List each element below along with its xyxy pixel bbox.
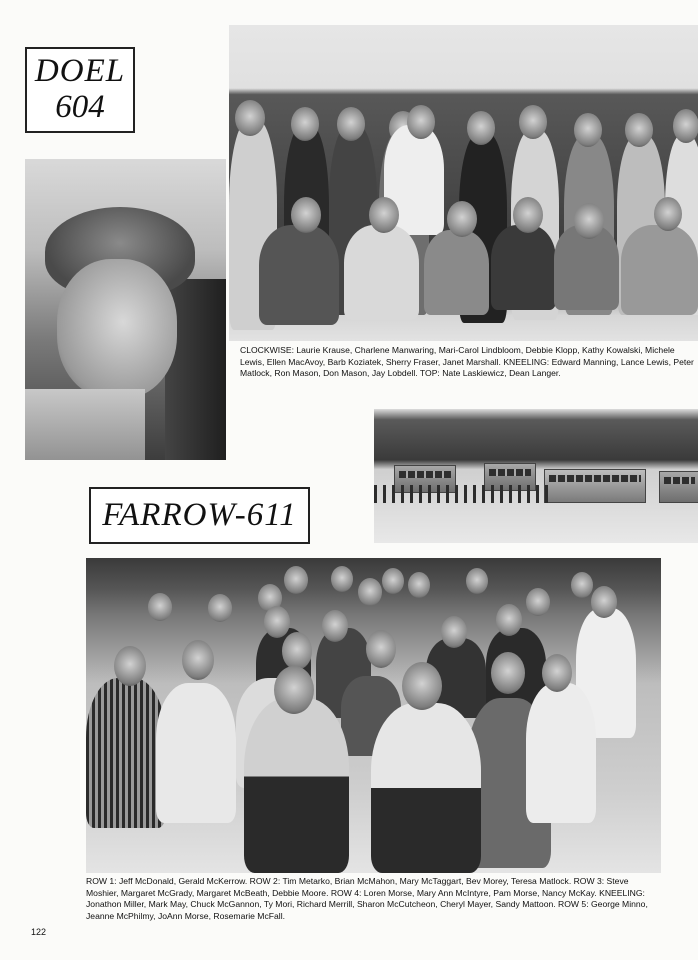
doel-caption: CLOCKWISE: Laurie Krause, Charlene Manwaring, Mari-Carol Lindbloom, Debbie Klopp, Kathy Kowalski, Michele Lewis, Ellen MacAvoy, Barb Koziatek, Sherry Fraser, Janet Marshall. KNEELING: Edward Manning, Lance Lewis, Peter Matlock, Ron Mason, Don Mason, Jay Lobdell. TOP: Nate Laskiewicz, Dean Langer. <box>240 345 694 378</box>
farrow-title-box <box>89 487 310 544</box>
farrow-caption: ROW 1: Jeff McDonald, Gerald McKerrow. ROW 2: Tim Metarko, Brian McMahon, Mary McTaggart, Bev Morey, Teresa Matlock. ROW 3: Steve Moshier, Margaret McGrady, Margaret McBeath, Debbie Moore. ROW 4: Loren Morse, Mary Ann McIntyre, Pam Morse, Nancy McKay. KNEELING: Jonathon Miller, Mark May, Chuck McGannon, Ty Mori, Richard Merrill, Sharon McCutcheon, Cheryl Mayer, Sandy Mattoon. ROW 5: George Minno, Jeanne McPhilmy, JoAnn Morse, Rosemarie McFall. <box>86 876 648 921</box>
page-number: 122 <box>31 927 47 937</box>
doel-title: DOEL <box>34 53 126 89</box>
school-buses-photo <box>374 409 698 543</box>
farrow-group-photo <box>86 558 661 873</box>
doel-group-photo <box>229 25 698 341</box>
doel-title-box <box>25 47 135 133</box>
doel-room-number: 604 <box>55 89 105 125</box>
portrait-photo <box>25 159 226 460</box>
farrow-title: FARROW-611 <box>102 497 297 533</box>
